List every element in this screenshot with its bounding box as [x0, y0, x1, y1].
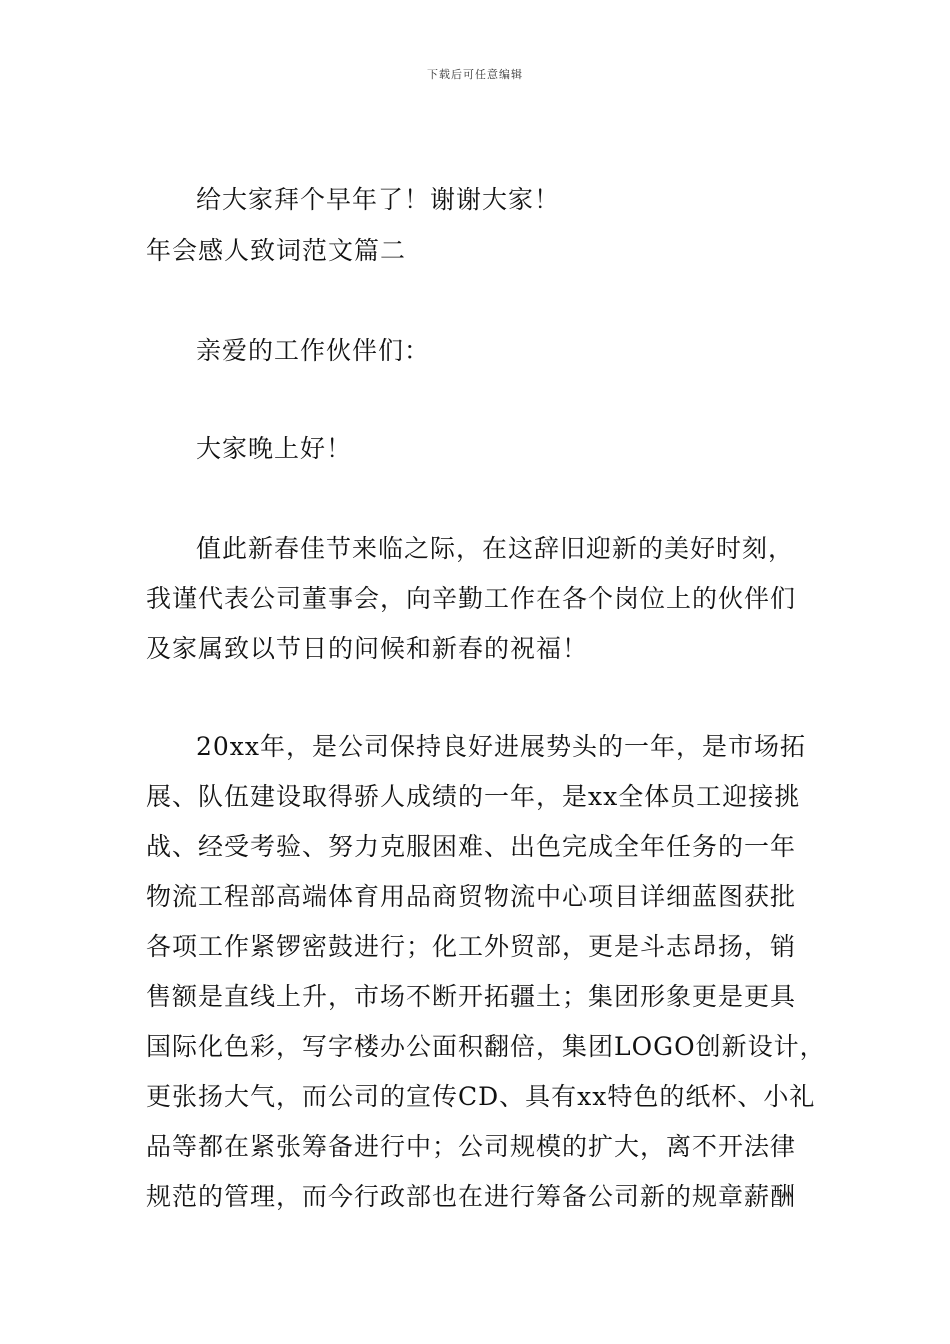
- paragraph-line: 及家属致以节日的问候和新春的祝福！: [146, 634, 589, 663]
- paragraph-line: 售额是直线上升，市场不断开拓疆土；集团形象更是更具: [146, 982, 797, 1011]
- paragraph-line: 规范的管理，而今行政部也在进行筹备公司新的规章薪酬: [146, 1182, 797, 1211]
- paragraph-line: 展、队伍建设取得骄人成绩的一年，是xx全体员工迎接挑: [146, 782, 801, 811]
- page-header-note: 下载后可任意编辑: [427, 68, 523, 81]
- paragraph-line: 20xx年，是公司保持良好进展势头的一年，是市场拓: [196, 732, 807, 761]
- closing-greeting: 给大家拜个早年了！谢谢大家！: [196, 185, 561, 214]
- section-title: 年会感人致词范文篇二: [146, 236, 407, 265]
- paragraph-line: 战、经受考验、努力克服困难、出色完成全年任务的一年: [146, 832, 797, 861]
- evening-greeting: 大家晚上好！: [196, 434, 353, 463]
- paragraph-line: 我谨代表公司董事会，向辛勤工作在各个岗位上的伙伴们: [146, 584, 797, 613]
- paragraph-line: 各项工作紧锣密鼓进行；化工外贸部，更是斗志昂扬，销: [146, 932, 797, 961]
- salutation: 亲爱的工作伙伴们：: [196, 336, 431, 365]
- paragraph-line: 国际化色彩，写字楼办公面积翻倍，集团LOGO创新设计，: [146, 1032, 826, 1061]
- paragraph-line: 品等都在紧张筹备进行中；公司规模的扩大，离不开法律: [146, 1132, 797, 1161]
- paragraph-line: 值此新春佳节来临之际，在这辞旧迎新的美好时刻，: [196, 534, 795, 563]
- paragraph-line: 物流工程部高端体育用品商贸物流中心项目详细蓝图获批: [146, 882, 797, 911]
- paragraph-line: 更张扬大气，而公司的宣传CD、具有xx特色的纸杯、小礼: [146, 1082, 816, 1111]
